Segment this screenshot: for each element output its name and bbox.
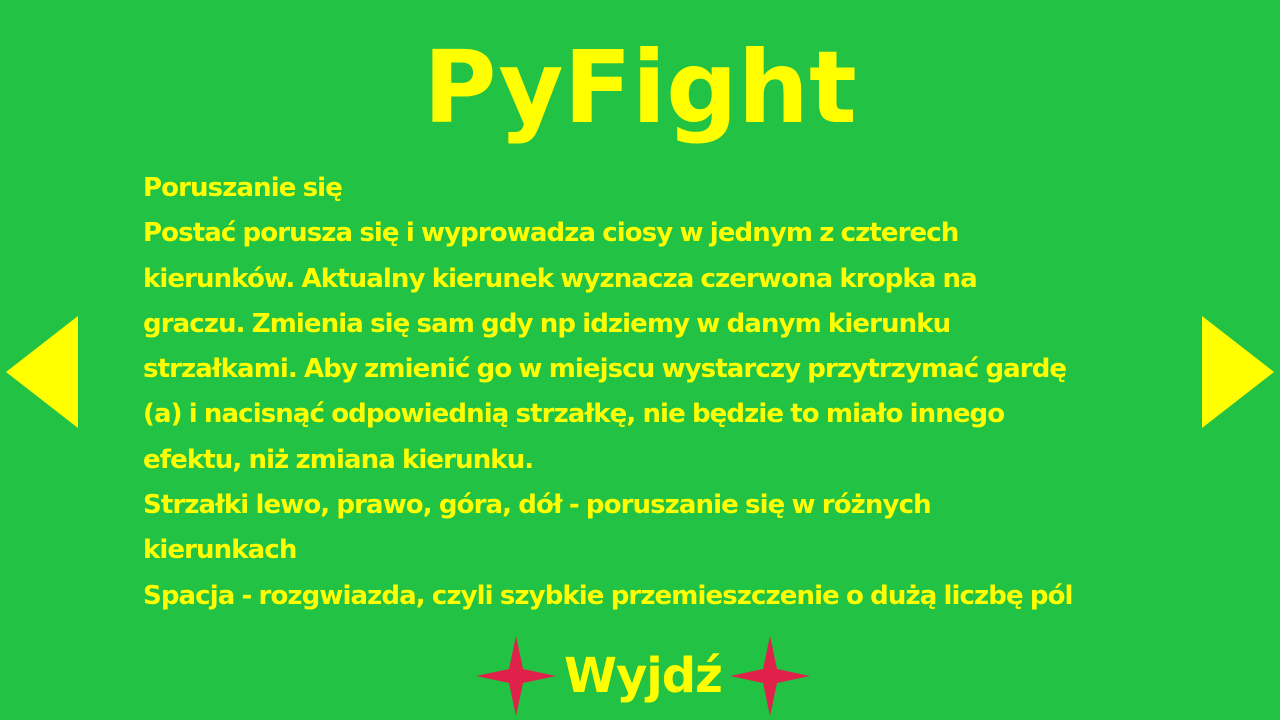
instruction-line: strzałkami. Aby zmienić go w miejscu wystarczy przytrzymać gardę [143,354,1067,385]
instructions-heading: Poruszanie się [143,173,342,203]
next-page-button[interactable] [1202,316,1274,428]
four-point-star-icon [730,636,810,716]
instruction-line: kierunków. Aktualny kierunek wyznacza czerwona kropka na [143,263,977,294]
instruction-line: efektu, niż zmiana kierunku. [143,444,534,475]
instruction-line: kierunkach [143,535,297,566]
instruction-line: graczu. Zmienia się sam gdy np idziemy w danym kierunku [143,308,951,339]
previous-page-button[interactable] [6,316,78,428]
game-title: PyFight [423,29,857,146]
instruction-line: Spacja - rozgwiazda, czyli szybkie przemieszczenie o dużą liczbę pól [143,580,1073,611]
exit-button-label: Wyjdź [564,648,722,704]
instruction-line: (a) i nacisnąć odpowiednią strzałkę, nie będzie to miało innego [143,399,1005,430]
arrow-right-icon [1202,316,1274,428]
four-point-star-icon [476,636,556,716]
arrow-left-icon [6,316,78,428]
instruction-line: Strzałki lewo, prawo, góra, dół - poruszanie się w różnych [143,490,931,521]
instructions-panel [143,166,1203,619]
exit-button[interactable] [476,634,810,718]
instruction-line: Postać porusza się i wyprowadza ciosy w jednym z czterech [143,218,959,249]
